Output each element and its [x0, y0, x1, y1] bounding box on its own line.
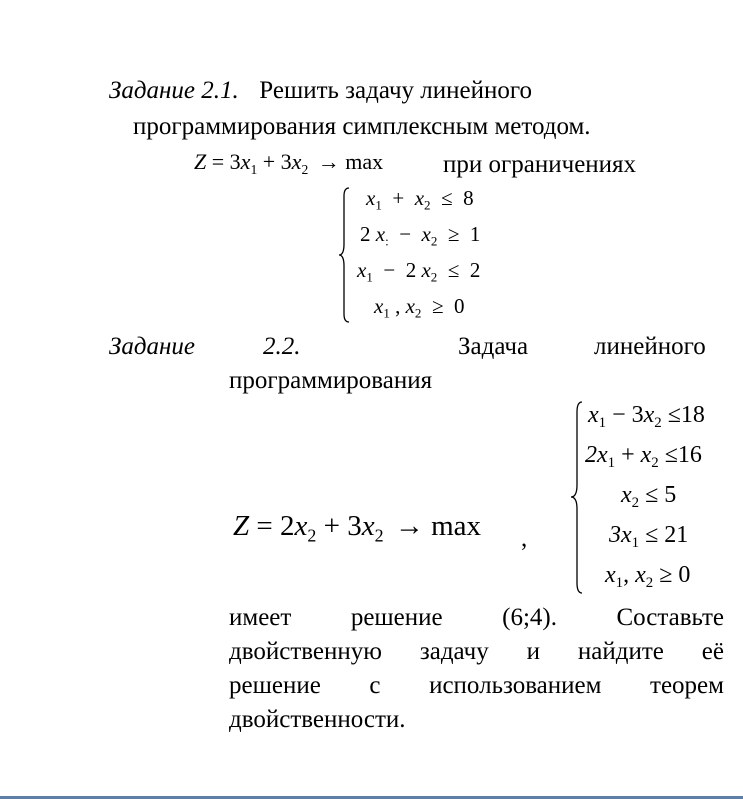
c4-s2: 2: [414, 305, 422, 321]
c1-s: 1: [375, 197, 382, 213]
c2-rel: ≥: [447, 222, 460, 246]
task1-line2: программирования симплексным методом.: [133, 113, 591, 140]
task1-label: Задание 2.1.: [109, 77, 239, 104]
task1-objective: [194, 147, 383, 185]
c1-rel: ≤: [441, 186, 453, 210]
para1-w3: (6;4).: [502, 604, 557, 631]
para2-w3: и: [526, 638, 540, 665]
t2c2-mid: +: [615, 442, 641, 468]
obj1-eq: = 3: [211, 149, 241, 174]
c3-rhs: 2: [469, 258, 481, 282]
t2c5-as: 1: [615, 575, 624, 592]
t2c5-a: x: [605, 562, 616, 588]
obj1-s1: 1: [250, 161, 258, 177]
para3-w1: решение: [229, 672, 321, 699]
t2c1-bs: 2: [654, 415, 662, 432]
task2-constraint-2: [585, 442, 702, 472]
c2-rhs: 1: [469, 222, 481, 246]
c3-op: −: [383, 258, 396, 282]
c2-s: :: [385, 233, 389, 249]
c4-x: x: [374, 294, 384, 318]
task1-constraint-1: [366, 186, 474, 214]
c3-x: x: [357, 258, 367, 282]
obj1-x1: x: [240, 149, 251, 174]
obj1-plus: + 3: [262, 149, 292, 174]
t2c2-bs: 2: [651, 455, 659, 472]
c2-op: −: [399, 222, 412, 246]
t2c1-rel: ≤18: [661, 402, 705, 428]
obj2-z: Z: [233, 510, 250, 542]
obj2-s1: 2: [307, 525, 317, 546]
para2-w4: найдите: [577, 638, 664, 665]
task2-constraint-4: [609, 522, 688, 552]
task2-para-line-2: [229, 637, 724, 667]
task2-label-num: 2.2.: [263, 333, 301, 360]
c2-coef: 2: [360, 222, 371, 246]
task1-line1-text: Решить задачу линейного: [259, 77, 532, 104]
task2-objective-comma: ,: [521, 525, 528, 552]
c3-rel: ≤: [447, 258, 460, 282]
task1-line1: [109, 76, 532, 106]
c4-s: 1: [383, 305, 390, 321]
task2-line1-w2: линейного: [594, 333, 706, 360]
t2c2-b: x: [640, 442, 652, 468]
t2c4-rel: ≤ 21: [639, 522, 689, 548]
t2c2-as: 1: [607, 455, 616, 472]
t2c5-rel: ≥ 0: [653, 562, 691, 588]
c1-x2: x: [414, 186, 425, 210]
t2c3-as: 2: [631, 495, 640, 512]
task2-brace-icon: [569, 400, 585, 595]
t2c4-as: 1: [631, 535, 640, 552]
t2c1-a: x: [588, 402, 599, 428]
t2c5-bs: 2: [645, 575, 654, 592]
c1-s2: 2: [424, 197, 431, 213]
task2-constraint-5: [605, 562, 690, 592]
task2-line1-w1: Задача: [458, 333, 529, 360]
para3-w4: теорем: [650, 672, 724, 699]
t2c5-b: x: [635, 562, 646, 588]
task1-constraint-4: [374, 294, 464, 322]
c2-x: x: [375, 222, 386, 246]
task2-para-line-3: [229, 671, 724, 701]
para3-w3: использованием: [429, 672, 602, 699]
obj2-eq: = 2: [256, 510, 295, 542]
c2-x2: x: [421, 222, 431, 246]
c3-coef: 2: [405, 258, 417, 282]
t2c4-a: 3x: [609, 522, 632, 548]
obj1-x2: x: [291, 149, 302, 174]
c3-s2: 2: [430, 269, 438, 285]
task2-label-word: Задание: [109, 333, 196, 360]
t2c1-b: x: [643, 402, 655, 428]
t2c5-mid: ,: [623, 562, 636, 588]
c4-comma: ,: [395, 294, 401, 318]
c1-x: x: [366, 186, 376, 210]
c4-x2: x: [405, 294, 415, 318]
c4-rhs: 0: [453, 294, 465, 318]
t2c2-a: 2x: [585, 442, 608, 468]
t2c1-as: 1: [598, 415, 607, 432]
task2-para-line-1: [229, 603, 724, 633]
obj2-plus: + 3: [323, 510, 362, 542]
para3-w2: с: [369, 672, 381, 699]
c3-s: 1: [366, 269, 373, 285]
obj1-arrow: → max: [317, 149, 384, 174]
task1-brace-icon: [337, 186, 353, 324]
obj2-x2: x: [361, 510, 375, 542]
task2-constraint-1: [588, 402, 705, 432]
obj2-s2: 2: [374, 525, 384, 546]
para2-w1: двойственную: [229, 638, 382, 665]
para1-w4: Составьте: [616, 604, 724, 631]
para1-w2: решение: [350, 604, 443, 631]
c1-rhs: 8: [463, 186, 474, 210]
task1-constraints-label: при ограничениях: [443, 151, 637, 178]
obj2-arrow: → max: [394, 510, 482, 542]
c2-s2: 2: [430, 233, 438, 249]
c1-op: +: [392, 186, 405, 210]
para2-w2: задачу: [419, 638, 489, 665]
c3-x2: x: [421, 258, 431, 282]
obj1-z: Z: [194, 149, 207, 174]
task1-constraint-3: [357, 258, 480, 286]
t2c3-rel: ≤ 5: [639, 482, 677, 508]
task2-para-line-4: двойственности.: [229, 706, 406, 733]
task1-constraint-2: [360, 222, 480, 250]
task2-objective: [233, 508, 481, 553]
para2-w5: её: [701, 638, 724, 665]
para1-w1: имеет: [229, 604, 292, 631]
t2c3-a: x: [621, 482, 632, 508]
task2-constraint-3: [621, 482, 676, 512]
t2c1-mid: − 3: [606, 402, 644, 428]
t2c2-rel: ≤16: [658, 442, 702, 468]
obj2-x1: x: [294, 510, 308, 542]
c4-rel: ≥: [431, 294, 444, 318]
obj1-s2: 2: [301, 161, 309, 177]
task2-line2: программирования: [229, 367, 433, 394]
